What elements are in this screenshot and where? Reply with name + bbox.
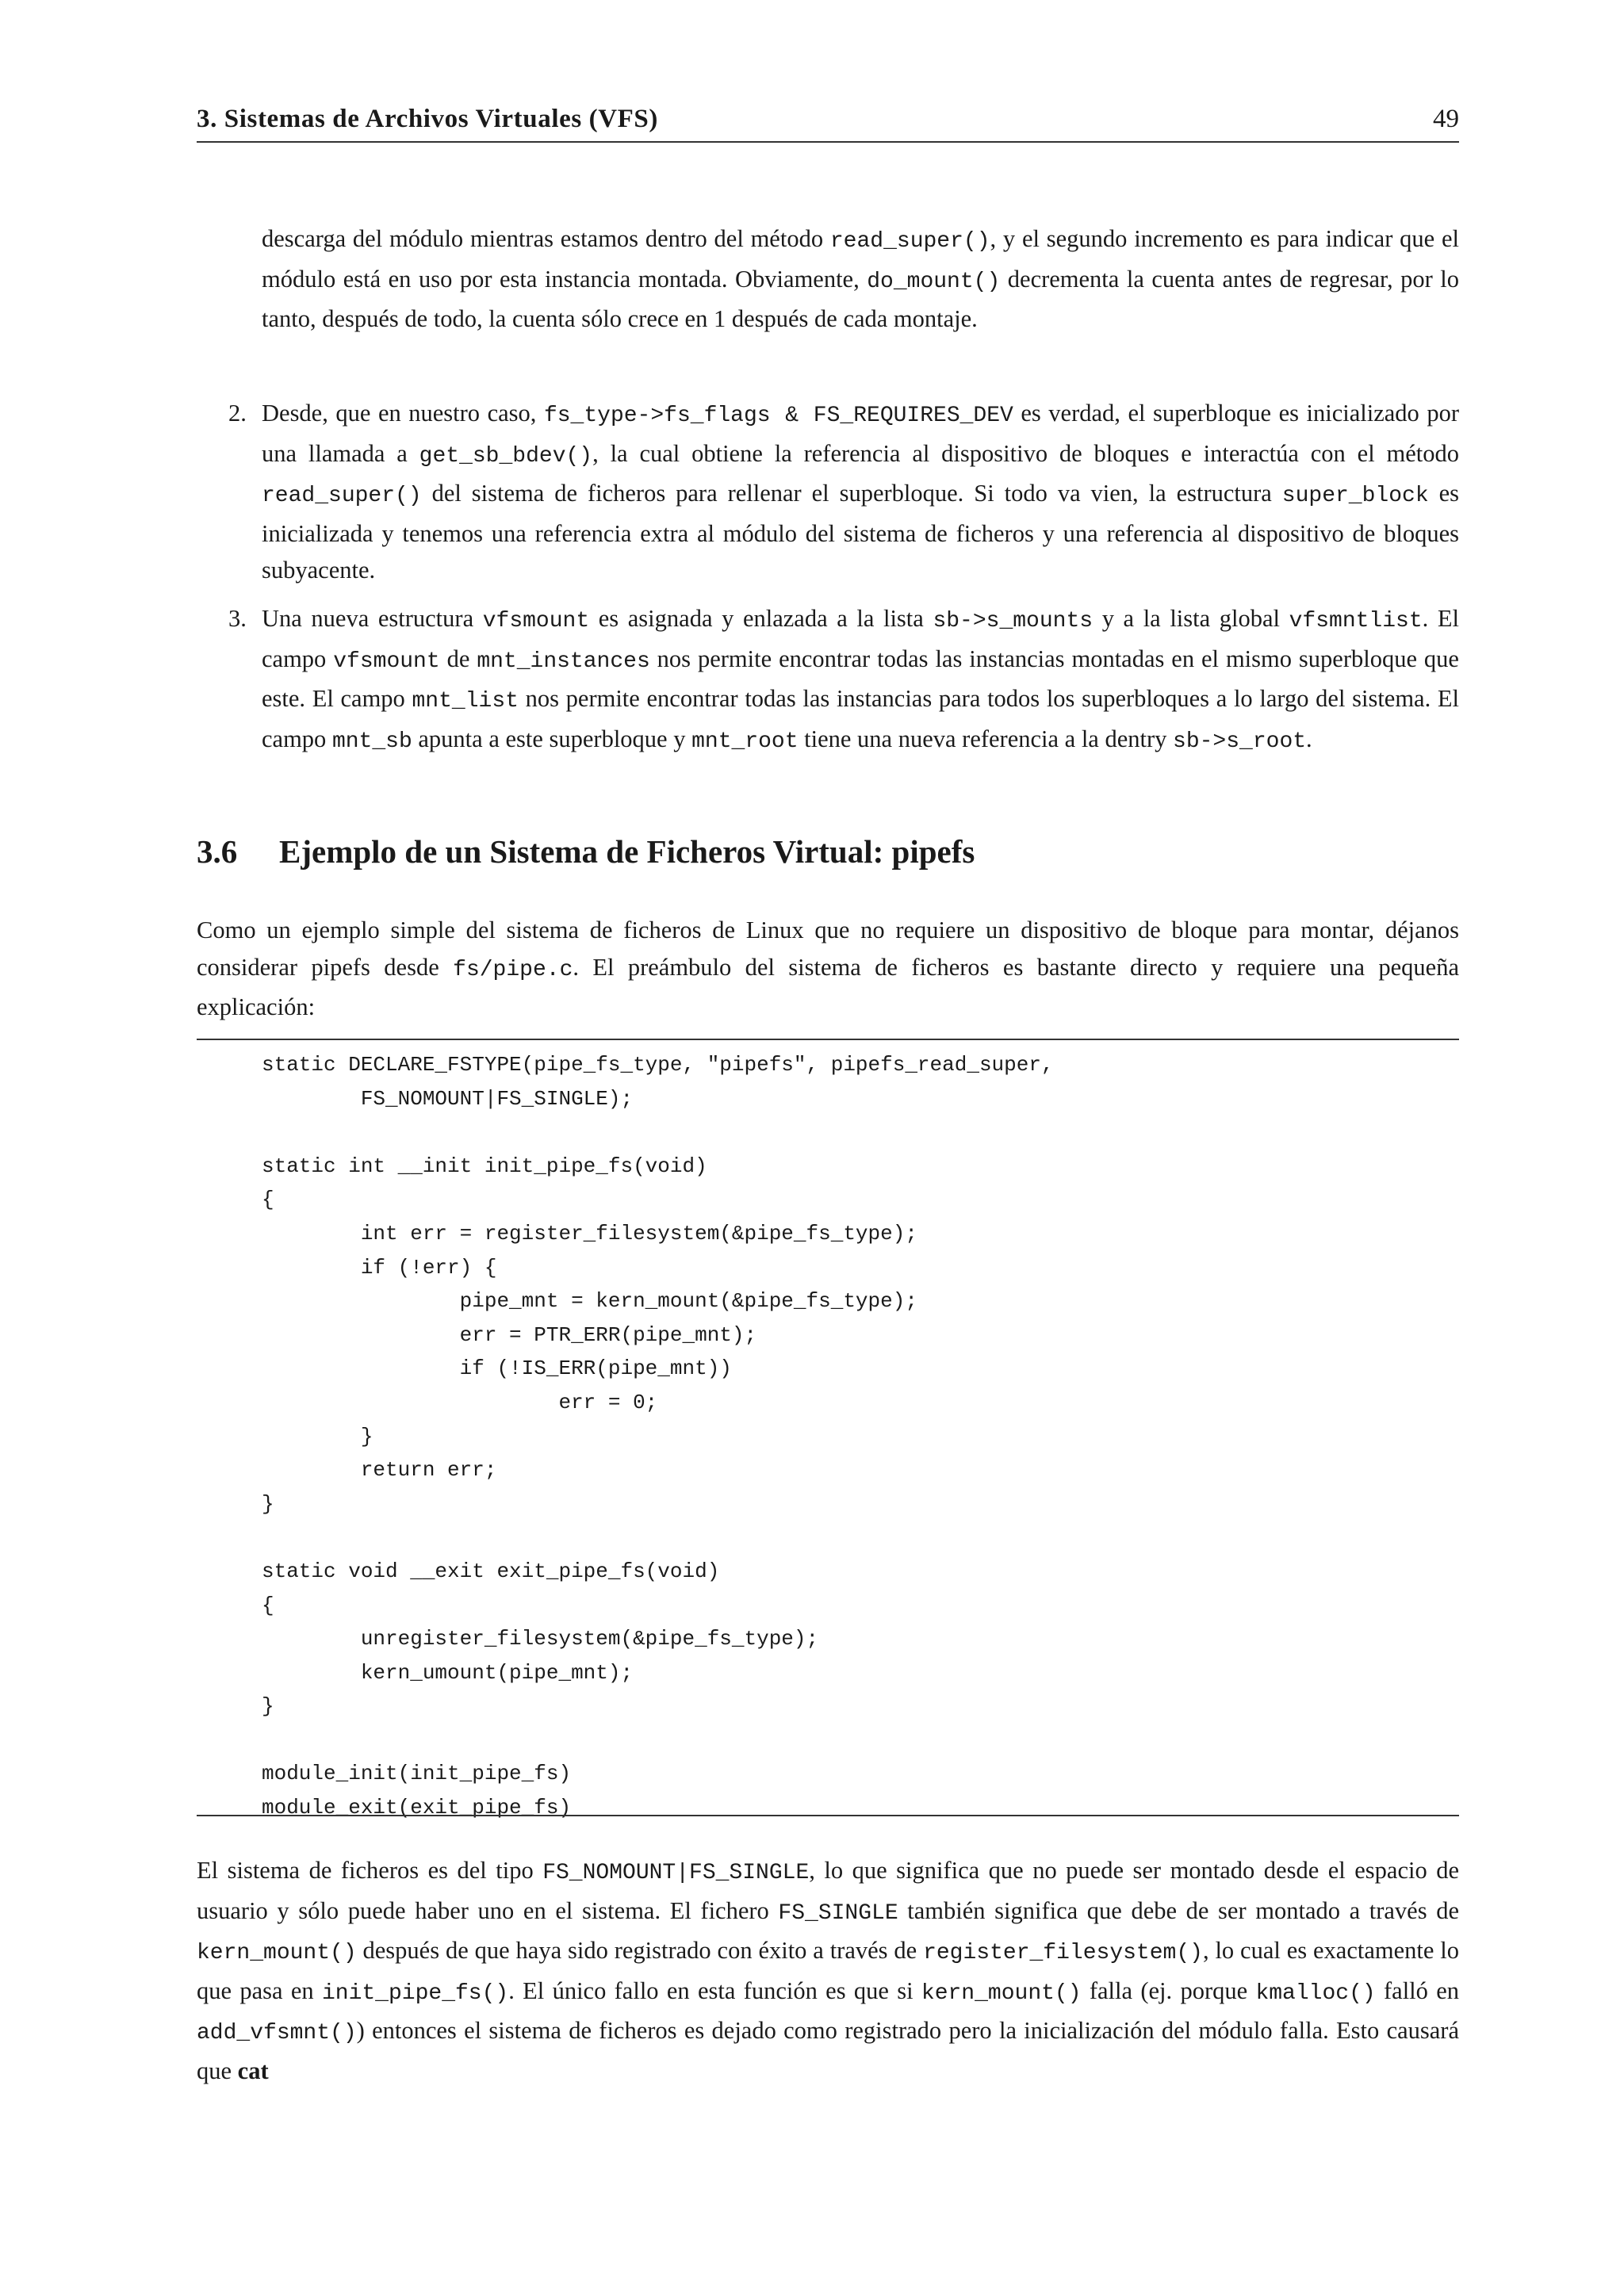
text-run: , la cual obtiene la referencia al dispositivo de bloques e interactúa con el método xyxy=(592,439,1459,467)
inline-code: fs/pipe.c xyxy=(453,957,573,982)
list-item-body xyxy=(262,395,1459,589)
text-run: y a la lista global xyxy=(1093,605,1289,632)
inline-code: add_vfsmnt() xyxy=(197,2021,357,2045)
text-run: de xyxy=(439,645,477,672)
bold-text: cat xyxy=(237,2057,269,2084)
inline-code: fs_type->fs_flags & FS_REQUIRES_DEV xyxy=(543,404,1013,428)
text-run: nos permite encontrar todas las instancias para todos los superbloques a lo largo del sistema. El campo xyxy=(262,685,1460,752)
text-run: es verdad, el superbloque es inicializado por una llamada a xyxy=(262,400,1459,467)
text-run: decrementa la cuenta antes de regresar, por lo tanto, después de todo, la cuenta sólo crece en 1 después de cada montaje. xyxy=(262,265,1459,332)
inline-code: kern_mount() xyxy=(197,1941,357,1965)
inline-code: vfsmount xyxy=(333,649,440,674)
list-item-body xyxy=(262,600,1459,760)
inline-code: register_filesystem() xyxy=(923,1941,1203,1965)
inline-code: super_block xyxy=(1281,484,1429,508)
text-run: ) entonces el sistema de ficheros es dejado como registrado pero la inicialización del módulo falla. Esto causará que xyxy=(197,2017,1459,2084)
text-run: Desde, que en nuestro caso, xyxy=(262,400,544,427)
text-run: El sistema de ficheros es del tipo xyxy=(197,1857,543,1884)
list-number: 3. xyxy=(228,605,247,632)
inline-code: do_mount() xyxy=(867,269,1001,294)
text-run: . xyxy=(1306,725,1312,752)
inline-code: vfsmount xyxy=(482,609,590,633)
text-run: también significa que debe de ser montado a través de xyxy=(898,1896,1460,1924)
text-run: es inicializada y tenemos una referencia extra al módulo del sistema de ficheros y una referencia al dispositivo de bloques subyacente. xyxy=(262,480,1459,584)
text-run: . El campo xyxy=(262,605,1459,672)
inline-code: FS_NOMOUNT|FS_SINGLE xyxy=(542,1861,810,1885)
text-run: falla (ej. porque xyxy=(1081,1976,1256,2004)
text-run: , lo que significa que no puede ser montado desde el espacio de usuario y sólo puede haber uno en el sistema. El fichero xyxy=(197,1857,1459,1924)
inline-code: kmalloc() xyxy=(1255,1980,1376,2006)
text-run: Como un ejemplo simple del sistema de ficheros de Linux que no requiere un dispositivo de bloque para montar, déjanos considerar pipefs desde xyxy=(197,916,1459,981)
text-run: nos permite encontrar todas las instancias montadas en el mismo superbloque que este. El campo xyxy=(262,645,1459,712)
text-run: apunta a este superbloque y xyxy=(412,725,692,752)
intro-paragraph xyxy=(262,220,1459,338)
text-run: del sistema de ficheros para rellenar el superbloque. Si todo va vien, la estructura xyxy=(421,480,1282,507)
page-number: 49 xyxy=(1433,105,1459,133)
text-run: , y el segundo incremento es para indicar que el módulo está en uso por esta instancia montada. Obviamente, xyxy=(262,225,1459,293)
text-run: tiene una nueva referencia a la dentry xyxy=(798,725,1174,752)
section-number: 3.6 xyxy=(197,833,238,870)
list-number: 2. xyxy=(228,400,247,427)
inline-code: mnt_root xyxy=(691,729,799,754)
text-run: . El único fallo en esta función es que si xyxy=(508,1976,921,2004)
inline-code: read_super() xyxy=(262,484,422,508)
inline-code: get_sb_bdev() xyxy=(419,443,593,469)
chapter-title: 3. Sistemas de Archivos Virtuales (VFS) xyxy=(197,105,658,133)
section-title: Ejemplo de un Sistema de Ficheros Virtual: pipefs xyxy=(279,833,975,870)
text-run: Una nueva estructura xyxy=(262,605,483,632)
inline-code: mnt_sb xyxy=(331,729,412,754)
text-run: después de que haya sido registrado con éxito a través de xyxy=(356,1937,924,1964)
section-heading xyxy=(197,832,975,871)
inline-code: FS_SINGLE xyxy=(778,1900,898,1926)
section-intro-paragraph xyxy=(197,912,1459,1026)
text-run: , lo cual es exactamente lo que pasa en xyxy=(197,1937,1459,2004)
inline-code: init_pipe_fs() xyxy=(321,1980,509,2006)
running-header xyxy=(197,105,1459,143)
text-run: descarga del módulo mientras estamos dentro del método xyxy=(262,225,830,252)
inline-code: sb->s_root xyxy=(1173,729,1307,754)
code-top-rule xyxy=(197,1039,1459,1040)
code-bottom-rule xyxy=(197,1815,1459,1816)
code-listing: static DECLARE_FSTYPE(pipe_fs_type, "pipefs", pipefs_read_super, FS_NOMOUNT|FS_SINGLE); static int __init init_pipe_fs(void) { int err = register_filesystem(&pipe_fs_type); if (!err) { pipe_mnt = kern_mount(&pipe_fs_type); err = PTR_ERR(pipe_mnt); if (!IS_ERR(pipe_mnt)) err = 0; } return err; } static void __exit exit_pipe_fs(void) { unregister_filesystem(&pipe_fs_type); kern_umount(pipe_mnt); } module_init(init_pipe_fs) module_exit(exit_pipe_fs) xyxy=(262,1053,1054,1820)
inline-code: read_super() xyxy=(829,229,990,254)
inline-code: vfsmntlist xyxy=(1289,609,1423,633)
text-run: es asignada y enlazada a la lista xyxy=(589,605,933,632)
text-run: . El preámbulo del sistema de ficheros es bastante directo y requiere una pequeña explicación: xyxy=(197,953,1459,1020)
inline-code: mnt_list xyxy=(412,689,519,714)
inline-code: sb->s_mounts xyxy=(933,609,1094,633)
inline-code: kern_mount() xyxy=(921,1980,1082,2006)
closing-paragraph xyxy=(197,1852,1459,2089)
text-run: falló en xyxy=(1375,1976,1459,2004)
inline-code: mnt_instances xyxy=(477,649,650,674)
